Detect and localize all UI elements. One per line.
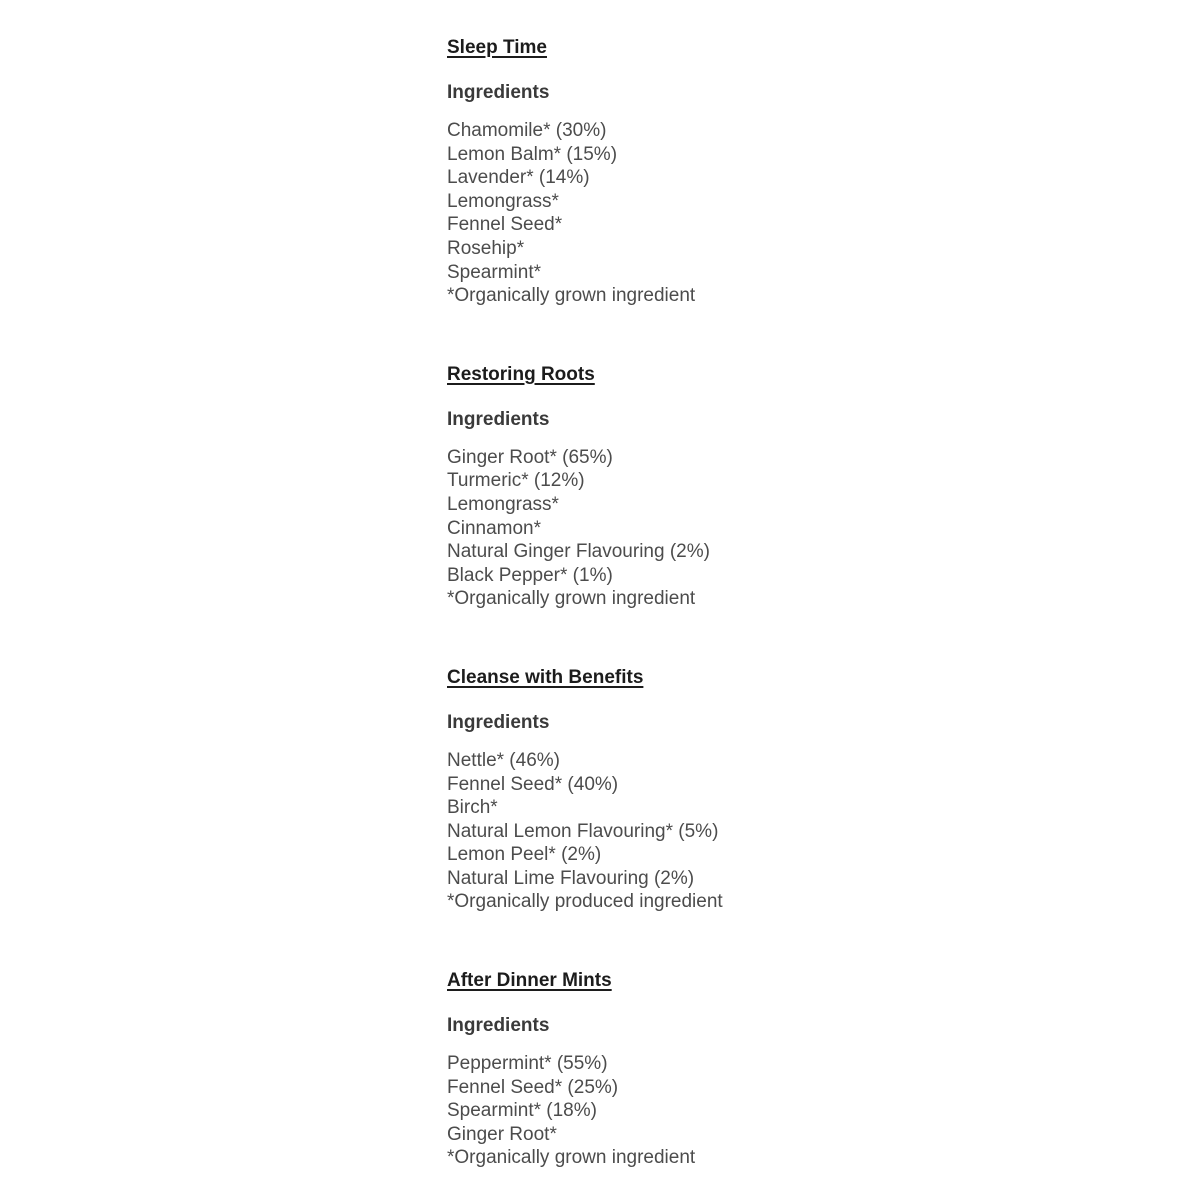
ingredient-line: Chamomile* (30%) (447, 120, 607, 141)
ingredient-list (447, 119, 1200, 308)
ingredient-line: *Organically grown ingredient (447, 588, 696, 610)
tea-section (447, 666, 1200, 914)
ingredient-line: Natural Lime Flavouring (2%) (447, 867, 695, 889)
ingredient-line: Natural Ginger Flavouring (2%) (447, 541, 710, 563)
ingredient-line: Peppermint* (55%) (447, 1053, 608, 1075)
ingredient-line: Nettle* (46%) (447, 749, 560, 771)
ingredient-line: Black Pepper* (1%) (447, 564, 613, 586)
ingredient-line: Fennel Seed* (447, 214, 563, 236)
ingredient-line: Lavender* (14%) (447, 167, 590, 189)
ingredient-line: Lemongrass* (447, 190, 559, 212)
ingredient-line: Natural Lemon Flavouring* (5%) (447, 820, 719, 842)
ingredients-heading: Ingredients (447, 1015, 550, 1037)
ingredient-list (447, 749, 1200, 914)
ingredient-line: Spearmint* (447, 261, 541, 283)
ingredient-line: Fennel Seed* (25%) (447, 1076, 619, 1098)
ingredient-line: Spearmint* (18%) (447, 1100, 597, 1122)
ingredient-line: Lemon Balm* (15%) (447, 143, 618, 165)
ingredient-line: *Organically grown ingredient (447, 285, 696, 307)
ingredient-line: *Organically grown ingredient (447, 1147, 696, 1169)
tea-sections-list (447, 36, 1200, 1170)
ingredient-line: Lemon Peel* (2%) (447, 844, 602, 866)
ingredient-line: Fennel Seed* (40%) (447, 773, 619, 795)
section-title: Restoring Roots (447, 363, 595, 385)
ingredients-heading: Ingredients (447, 82, 550, 103)
ingredients-heading: Ingredients (447, 711, 550, 733)
ingredient-line: Turmeric* (12%) (447, 470, 585, 492)
ingredient-line: Ginger Root* (447, 1123, 557, 1145)
ingredient-list (447, 446, 1200, 611)
ingredient-line: *Organically produced ingredient (447, 891, 723, 913)
section-title: After Dinner Mints (447, 970, 612, 992)
tea-section (447, 36, 1200, 308)
section-title: Sleep Time (447, 37, 547, 58)
ingredient-line: Lemongrass* (447, 493, 559, 515)
ingredient-line: Ginger Root* (65%) (447, 446, 613, 468)
ingredient-line: Rosehip* (447, 237, 525, 259)
ingredient-line: Cinnamon* (447, 517, 541, 539)
tea-section (447, 969, 1200, 1170)
ingredient-line: Birch* (447, 797, 498, 819)
tea-section (447, 363, 1200, 611)
ingredient-list (447, 1052, 1200, 1170)
section-title: Cleanse with Benefits (447, 666, 644, 688)
ingredients-heading: Ingredients (447, 408, 550, 430)
